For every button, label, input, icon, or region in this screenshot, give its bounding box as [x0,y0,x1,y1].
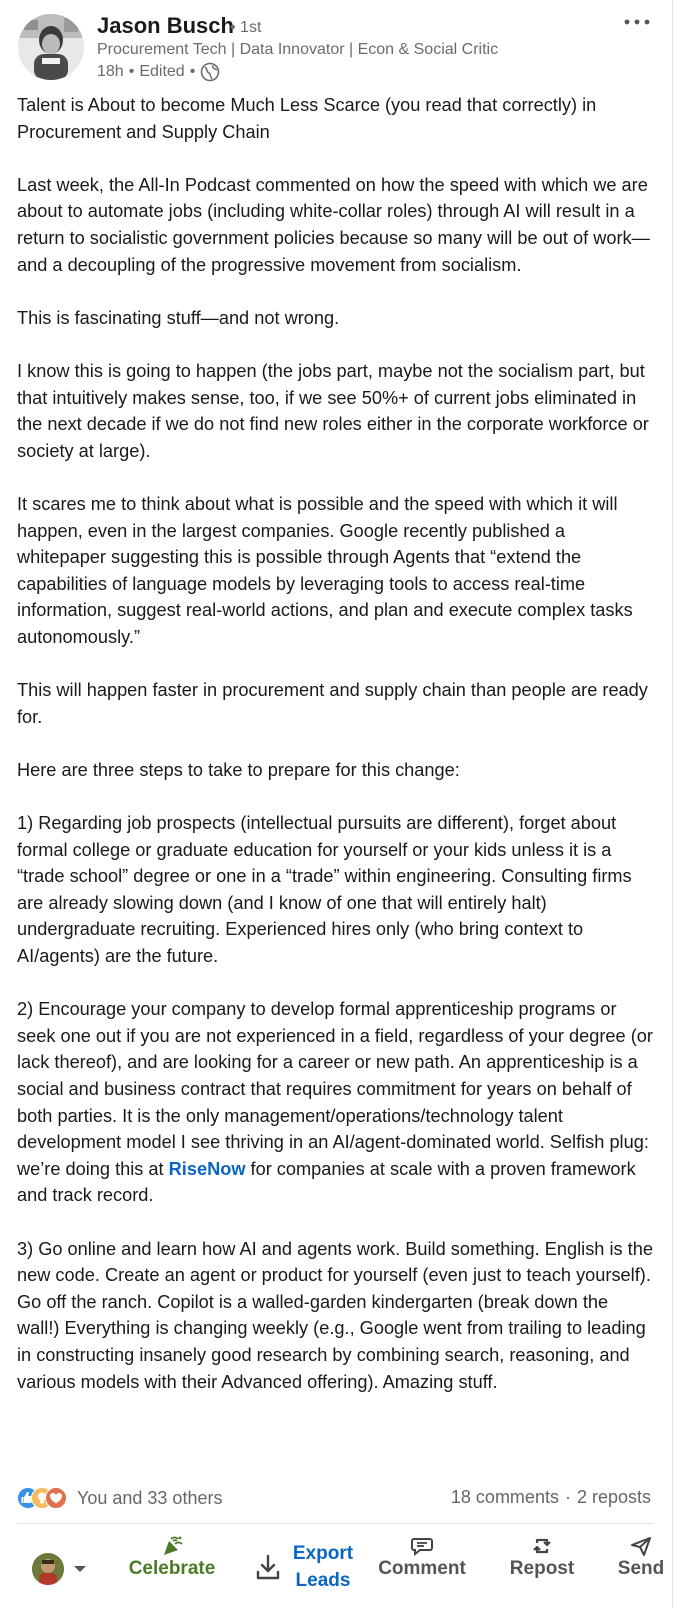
celebrate-button[interactable] [128,1535,216,1580]
post-paragraph: 3) Go online and learn how AI and agents work. Build something. English is the new code. Create an agent or product for yourself (even just to teach yourself). Go off the ranch. Copilot is a walled-garden kindergarten (break down the wall!) Everything is changing weekly (e.g., Google went from trailing to leading in constructing insanely good research by combining search, reasoning, and various models with their Advanced offering). Amazing stuff. [17,1238,653,1392]
export-label-line: Export [292,1543,354,1564]
paragraph-text: 2) Encourage your company to develop formal apprenticeship programs or seek one out if you are not experienced in a field, regardless of your degree (or lack thereof), and are looking for a career or new path. An apprenticeship is a social and business contract that requires commitment for years on behalf of both parties. It is the only management/operations/technology talent development model I see thriving in an AI/agent-dominated world. Selfish plug: we’re doing this at [17,999,653,1179]
comment-button[interactable] [378,1535,466,1580]
comment-icon [410,1535,434,1557]
celebrate-label: Celebrate [128,1558,216,1579]
send-button[interactable] [616,1535,666,1580]
post-paragraph [17,996,653,1209]
author-avatar[interactable] [18,14,84,80]
reposts-count[interactable]: 2 reposts [576,1487,651,1507]
author-photo [18,14,84,80]
author-name[interactable]: Jason Busch [97,13,234,38]
reaction-icons [17,1487,73,1509]
meta-dot: • [189,63,196,80]
export-leads-label [291,1540,355,1594]
repost-button[interactable] [506,1535,578,1580]
download-icon [255,1553,281,1581]
comments-count[interactable]: 18 comments [450,1487,559,1507]
repost-label: Repost [509,1558,575,1579]
engagement-counts [451,1487,651,1508]
post-paragraph: I know this is going to happen (the jobs part, maybe not the socialism part, but that intuitively makes sense, too, if we see 50%+ of current jobs eliminated in the next decade if we do not find new roles either in the corporate workforce or society at large). [17,360,649,461]
post-paragraph: This is fascinating stuff—and not wrong. [17,307,340,328]
post-paragraph: Here are three steps to take to prepare for this change: [17,759,460,780]
card-border [672,0,673,1608]
comment-label: Comment [378,1558,466,1579]
actions-divider [17,1523,653,1524]
post-paragraph: Last week, the All-In Podcast commented on how the speed with which we are about to automate jobs (including white-collar roles) through AI will result in a return to socialistic government policies because so many will be out of work—and a decoupling of the progressive movement from socialism. [17,174,650,275]
export-leads-button[interactable] [255,1540,355,1594]
post-paragraph: Talent is About to become Much Less Scarce (you read that correctly) in Procurement and Supply Chain [17,95,597,142]
count-separator: · [564,1487,571,1507]
post-time: 18h [97,63,124,80]
chevron-down-icon[interactable] [72,1563,88,1575]
post-meta [97,62,220,82]
paragraph-text: for companies at scale with a proven framework and track record. [17,1158,636,1206]
connection-degree: • 1st [230,19,262,36]
post-body [17,92,653,1395]
reactions-summary[interactable] [17,1487,222,1509]
more-options-icon[interactable] [622,8,652,36]
send-label: Send [617,1558,665,1579]
risenow-link[interactable]: RiseNow [168,1158,246,1179]
reactions-count: You and 33 others [77,1487,223,1508]
post-paragraph: This will happen faster in procurement and supply chain than people are ready for. [17,680,648,727]
user-photo [32,1553,64,1585]
actor-avatar[interactable] [32,1553,64,1585]
send-icon [629,1535,653,1557]
globe-icon [200,62,220,82]
author-headline: Procurement Tech | Data Innovator | Econ & Social Critic [97,41,499,58]
post-paragraph: It scares me to think about what is possible and the speed with which it will happen, even in the largest companies. Google recently published a whitepaper suggesting this is possible through Agents that “extend the capabilities of language models by leveraging tools to access real-time information, suggest real-world actions, and plan and execute complex tasks autonomously.” [17,493,633,647]
love-icon [45,1487,67,1509]
edited-label: Edited [139,63,185,80]
repost-icon [530,1535,554,1557]
meta-dot: • [128,63,135,80]
post-paragraph: 1) Regarding job prospects (intellectual pursuits are different), forget about formal college or graduate education for yourself or your kids unless it is a “trade school” degree or one in a “trade” within engineering. Consulting firms are already slowing down (and I know of one that will entirely halt) undergraduate recruiting. Experienced hires only (who bring context to AI/agents) are the future. [17,813,632,966]
celebrate-icon [160,1535,184,1557]
export-label-line: Leads [295,1570,351,1591]
